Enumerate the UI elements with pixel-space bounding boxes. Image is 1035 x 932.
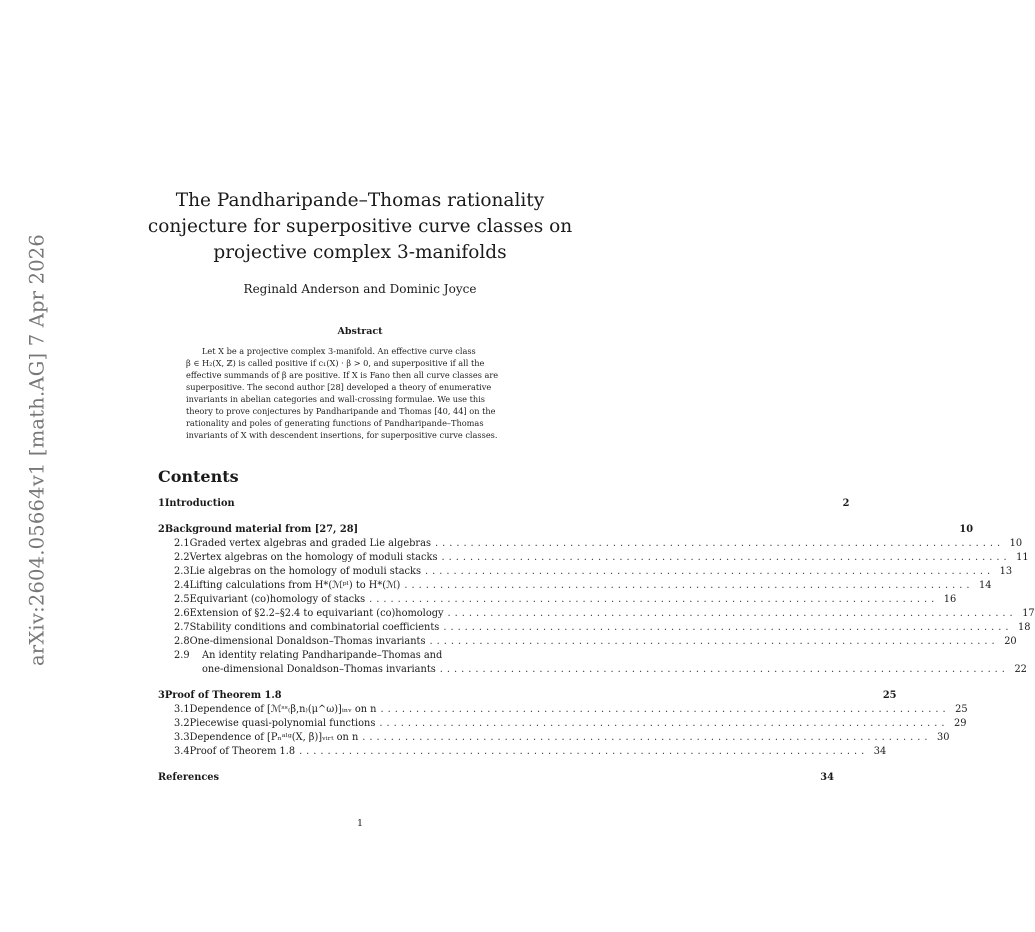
toc-entry-title: Piecewise quasi-polynomial functions [189, 718, 376, 729]
toc-entry-title: one-dimensional Donaldson–Thomas invariants [202, 664, 436, 675]
toc-leader-dots: ................................................................................ [380, 704, 950, 715]
toc-leader-dots: ................................................................................ [429, 636, 999, 647]
paper-title [0, 188, 720, 266]
toc-entry-page: 34 [820, 772, 834, 783]
toc-entry-number: 3.1 [174, 704, 190, 715]
toc-entry-title: Proof of Theorem 1.8 [189, 746, 296, 757]
authors: Reginald Anderson and Dominic Joyce [243, 282, 477, 296]
toc-entry-number: 2.7 [174, 622, 190, 633]
toc-entry-number: 2.4 [174, 580, 190, 591]
toc-entry-page: 11 [1016, 552, 1029, 563]
toc-entry-number: 2.3 [174, 566, 190, 577]
toc-entry-page: 20 [1004, 636, 1017, 647]
toc-entry-number: 2.5 [174, 594, 190, 605]
toc-entry-title: An identity relating Pandharipande–Thomas and [202, 650, 443, 661]
toc-entry-number: 1 [158, 498, 165, 509]
toc-entry-title: Dependence of [ℳˢˢ₍β,n₎(μ^ω)]ᵢₙᵥ on n [189, 704, 377, 715]
title-line: projective complex 3-manifolds [213, 242, 507, 263]
toc-entry-number: 2.8 [174, 636, 190, 647]
toc-entry-page: 18 [1018, 622, 1031, 633]
arxiv-identifier: arXiv:2604.05664v1 [math.AG] 7 Apr 2026 [25, 233, 49, 667]
toc-entry[interactable] [158, 772, 834, 785]
toc-entry-title: Extension of §2.2–§2.4 to equivariant (co)homology [189, 608, 444, 619]
title-line: conjecture for superpositive curve classes on [147, 216, 573, 237]
toc-entry[interactable] [158, 552, 1029, 565]
toc-entry-number: 3.4 [174, 746, 190, 757]
toc-entry-title: Lifting calculations from H*(ℳᵖˡ) to H*(ℳ) [189, 580, 401, 591]
abstract-line: superpositive. The second author [28] developed a theory of enumerative [186, 382, 492, 392]
toc-entry-title: References [158, 772, 220, 783]
toc-entry-page: 29 [954, 718, 967, 729]
toc-entry[interactable] [158, 704, 968, 717]
toc-entry-page: 10 [1009, 538, 1023, 549]
toc-entry-page: 10 [959, 524, 974, 535]
toc-entry[interactable] [158, 580, 992, 593]
toc-entry-number: 2.9 [174, 650, 190, 661]
toc-entry-number: 2.6 [174, 608, 190, 619]
toc-entry-title: Introduction [164, 498, 235, 509]
toc-leader-dots: ................................................................................ [404, 580, 974, 591]
toc-entry-number: 3.2 [174, 718, 190, 729]
toc-entry-number: 2.2 [174, 552, 190, 563]
toc-entry-title: Stability conditions and combinatorial coefficients [189, 622, 440, 633]
toc-entry-page: 14 [979, 580, 992, 591]
abstract-line: effective summands of β are positive. If X is Fano then all curve classes are [186, 370, 499, 380]
toc-entry[interactable] [158, 498, 850, 511]
abstract-line: invariants in abelian categories and wall-crossing formulae. We use this [186, 394, 486, 404]
abstract-line: Let X be a projective complex 3-manifold. An effective curve class [202, 346, 476, 356]
toc-entry-title: Graded vertex algebras and graded Lie algebras [189, 538, 431, 549]
toc-entry[interactable] [158, 538, 1023, 551]
toc-leader-dots: ................................................................................ [434, 538, 1005, 549]
toc-entry-page: 16 [943, 594, 957, 605]
toc-entry[interactable] [158, 566, 1013, 579]
toc-entry-title: Lie algebras on the homology of moduli stacks [189, 566, 421, 577]
toc-entry[interactable] [158, 636, 1017, 649]
abstract-line: rationality and poles of generating functions of Pandharipande–Thomas [186, 418, 484, 428]
abstract-line: invariants of X with descendent insertions, for superpositive curve classes. [186, 430, 498, 440]
abstract-line: β ∈ H₂(X, ℤ) is called positive if c₁(X) · β > 0, and superpositive if all the [186, 358, 485, 368]
toc-entry-page: 30 [936, 732, 950, 743]
toc-entry-page: 2 [842, 498, 850, 509]
toc-entry-title: One-dimensional Donaldson–Thomas invariants [189, 636, 426, 647]
toc-leader-dots: ................................................................................ [379, 718, 949, 729]
toc-entry-title: Proof of Theorem 1.8 [164, 690, 282, 701]
toc-entry-title: Dependence of [Pₙᵃˡᵍ(X, β)]ᵥᵢᵣₜ on n [189, 732, 359, 743]
toc-entry-number: 2.1 [174, 538, 190, 549]
toc-entry-number: 2 [158, 524, 165, 535]
toc-entry-number: 3 [158, 690, 165, 701]
toc-entry[interactable] [158, 594, 957, 607]
toc-entry[interactable] [158, 746, 887, 759]
toc-entry-title: Vertex algebras on the homology of moduli stacks [189, 552, 438, 563]
contents-heading: Contents [158, 467, 239, 486]
toc-leader-dots: ................................................................................ [299, 746, 869, 757]
toc-entry-page: 17 [1022, 608, 1035, 619]
toc-entry[interactable] [158, 524, 974, 537]
toc-leader-dots: ................................................................................ [362, 732, 932, 743]
abstract-body [186, 345, 533, 441]
toc-entry[interactable] [158, 622, 1031, 635]
page-number: 1 [356, 818, 364, 829]
toc-entry-page: 13 [999, 566, 1013, 577]
toc-entry[interactable] [158, 608, 1035, 621]
toc-entry[interactable] [158, 664, 1027, 677]
toc-entry-title: Background material from [27, 28] [164, 524, 359, 535]
toc-entry-page: 34 [873, 746, 887, 757]
abstract-line: theory to prove conjectures by Pandharipande and Thomas [40, 44] on the [186, 406, 496, 416]
toc-entry-page: 25 [882, 690, 897, 701]
toc-entry-page: 22 [1014, 664, 1027, 675]
toc-entry[interactable] [158, 690, 897, 703]
toc-entry[interactable] [158, 650, 562, 663]
toc-entry-number: 3.3 [174, 732, 190, 743]
toc-leader-dots: ................................................................................ [441, 552, 1011, 563]
toc-leader-dots: ................................................................................ [447, 608, 1017, 619]
toc-entry-page: 25 [955, 704, 968, 715]
abstract-heading: Abstract [337, 326, 383, 337]
toc-leader-dots: ................................................................................ [425, 566, 995, 577]
toc-leader-dots: ................................................................................ [369, 594, 939, 605]
title-line: The Pandharipande–Thomas rationality [175, 190, 545, 211]
toc-leader-dots: ................................................................................ [443, 622, 1013, 633]
toc-leader-dots: ................................................................................ [439, 664, 1009, 675]
toc-entry-title: Equivariant (co)homology of stacks [189, 594, 366, 605]
toc-entry[interactable] [158, 732, 950, 745]
toc-entry[interactable] [158, 718, 967, 731]
